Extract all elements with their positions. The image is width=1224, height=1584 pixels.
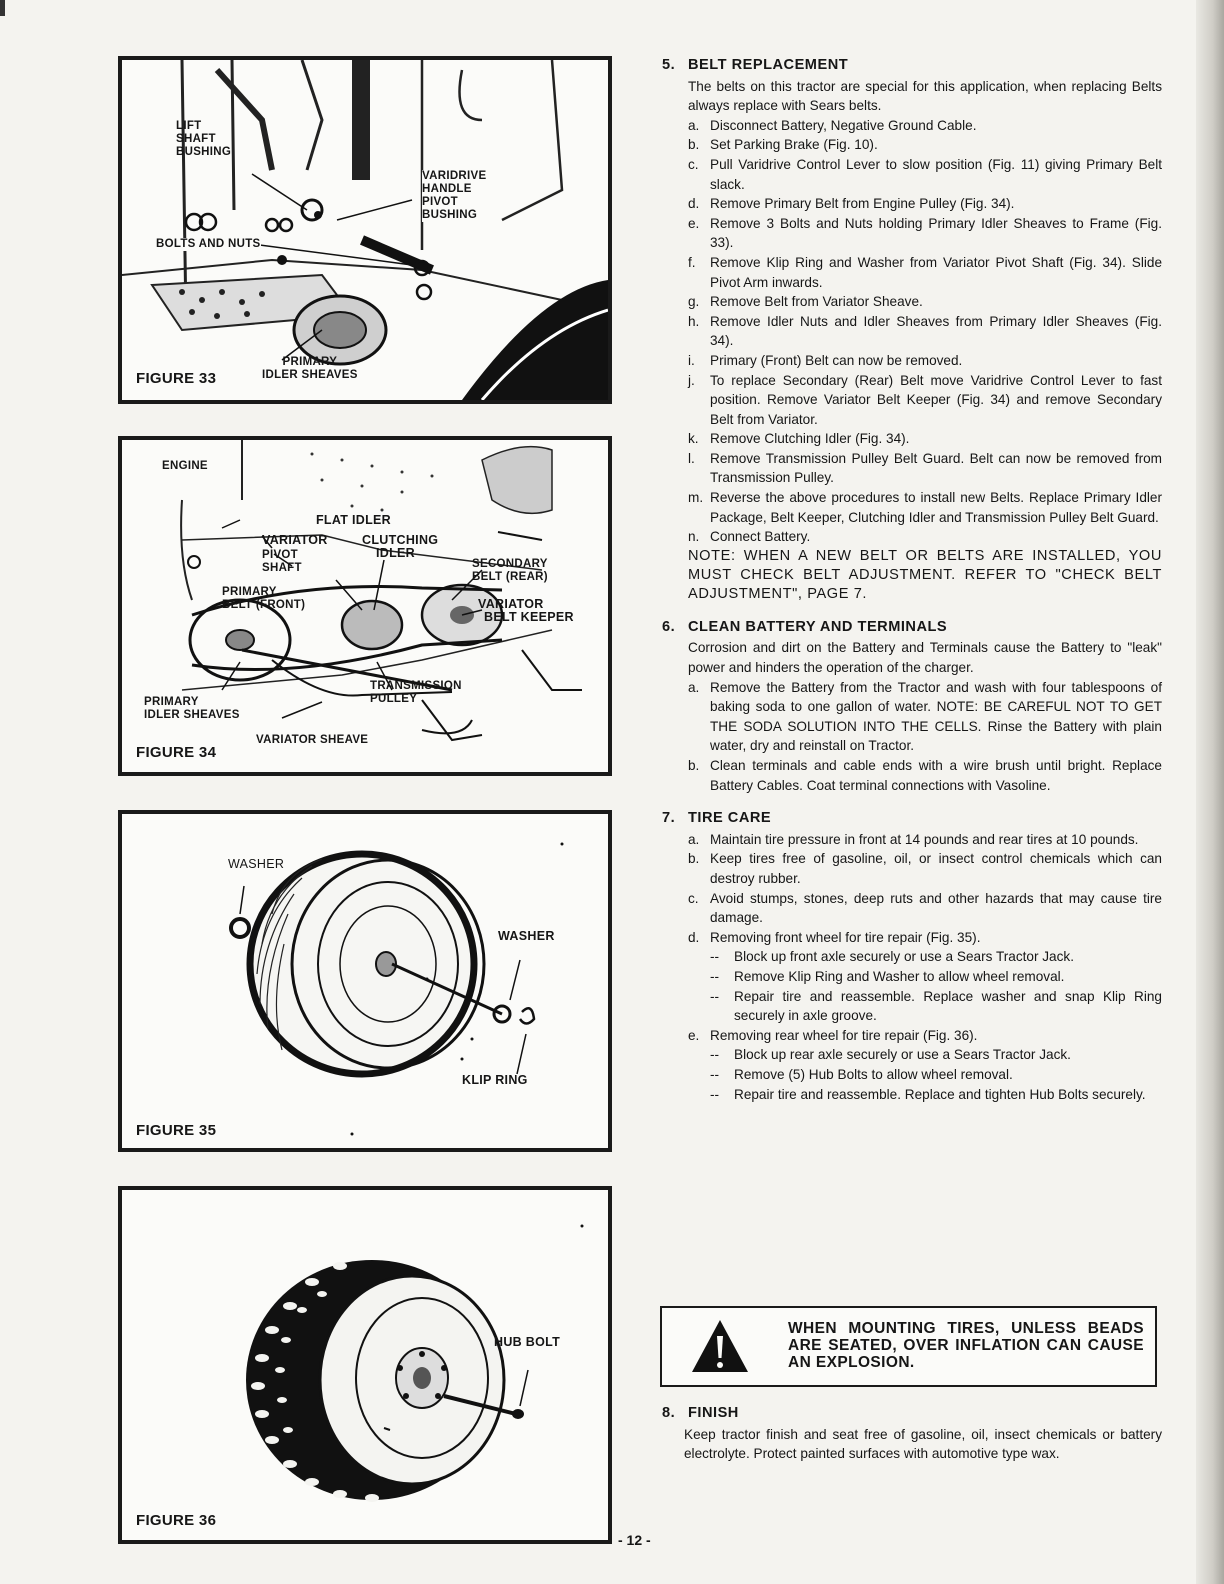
list-item: d. Remove Primary Belt from Engine Pulley (Fig. 34). [688,196,1015,212]
label-primary-belt-front: PRIMARY BELT (FRONT) [222,586,306,611]
list-item: n. Connect Battery. [688,529,811,545]
label-pivot-shaft: PIVOT SHAFT [262,549,302,574]
list-item: j. To replace Secondary (Rear) Belt move Varidrive Control Lever to fast position. Remove Variator Belt Keeper (Fig. 34) and remove Secondary Belt from Variator. [688,372,1162,427]
warning-box [660,1306,1157,1387]
label-variator-belt-keeper: VARIATOR BELT KEEPER [478,597,574,624]
section-intro: Corrosion and dirt on the Battery and Terminals cause the Battery to "leak" power and hinders the operation of the charger. [688,640,1162,676]
page-edge-shadow [1196,0,1224,1584]
label-variator-sheave: VARIATOR SHEAVE [256,734,369,746]
figure-33 [118,56,612,404]
page-number: - 12 - [618,1532,651,1548]
page-edge-mark [0,0,5,16]
section-heading: 6. CLEAN BATTERY AND TERMINALS [662,618,948,635]
list-item: b. Set Parking Brake (Fig. 10). [688,137,878,153]
label-washer-right: WASHER [498,929,555,943]
figure-34-caption: FIGURE 34 [136,744,217,761]
list-item: g. Remove Belt from Variator Sheave. [688,294,923,310]
label-variator: VARIATOR [262,533,328,547]
section-heading: 8. FINISH [662,1405,739,1421]
list-item: d. Removing front wheel for tire repair (Fig. 35). [688,929,981,945]
finish-text: Keep tractor finish and seat free of gasoline, oil, insect chemicals or battery electrolyte. Protect painted surfaces with automotive type wax. [684,1426,1162,1462]
figure-35-caption: FIGURE 35 [136,1122,217,1139]
section-tire-care [662,809,1162,1104]
list-item: c. Pull Varidrive Control Lever to slow position (Fig. 11) giving Primary Belt slack. [688,156,1162,192]
figure-34 [118,436,612,776]
section-belt-replacement [662,56,1162,604]
belt-adjustment-note: NOTE: WHEN A NEW BELT OR BELTS ARE INSTALLED, YOU MUST CHECK BELT ADJUSTMENT. REFER TO "CHECK BELT ADJUSTMENT", PAGE 7. [688,547,1162,602]
list-item: m. Reverse the above procedures to install new Belts. Replace Primary Idler Package, Belt Keeper, Clutching Idler and Transmission Pulley Belt Guard. [688,490,1162,525]
figure-35-illustration [122,814,608,1148]
section-intro: The belts on this tractor are special for this application, when replacing Belts always replace with Sears belts. [688,78,1162,114]
label-engine: ENGINE [162,460,208,472]
figure-36 [118,1186,612,1544]
section-finish [662,1404,1162,1464]
label-clutching-idler: CLUTCHING IDLER [362,533,439,560]
sub-item: -- Repair tire and reassemble. Replace and tighten Hub Bolts securely. [710,1086,1146,1102]
list-item: b. Keep tires free of gasoline, oil, or insect control chemicals which can destroy rubber. [688,851,1162,886]
sub-item: -- Repair tire and reassemble. Replace washer and snap Klip Ring securely in axle groove. [710,988,1162,1024]
list-item: i. Primary (Front) Belt can now be removed. [688,352,963,368]
section-heading: 5. BELT REPLACEMENT [662,57,849,73]
figure-33-caption: FIGURE 33 [136,370,217,387]
warning-triangle-icon [690,1318,750,1374]
figure-33-illustration [122,60,608,400]
label-klip-ring: KLIP RING [462,1073,528,1087]
label-varidrive-handle-pivot-bushing: VARIDRIVE HANDLE PIVOT BUSHING [422,170,487,221]
section-clean-battery [662,618,1162,795]
list-item: k. Remove Clutching Idler (Fig. 34). [688,431,910,447]
warning-text: WHEN MOUNTING TIRES, UNLESS BEADS ARE SEATED, OVER INFLATION CAN CAUSE AN EXPLOSION. [788,1320,1144,1371]
figure-35 [118,810,612,1152]
sub-item: -- Remove (5) Hub Bolts to allow wheel removal. [710,1066,1013,1082]
list-item: a. Disconnect Battery, Negative Ground Cable. [688,117,977,133]
list-item: f. Remove Klip Ring and Washer from Variator Pivot Shaft (Fig. 34). Slide Pivot Arm inwards. [688,254,1162,290]
list-item: b. Clean terminals and cable ends with a wire brush until bright. Replace Battery Cables. Coat terminal connections with Vasoline. [688,758,1162,793]
label-flat-idler: FLAT IDLER [316,513,391,527]
sub-item: -- Remove Klip Ring and Washer to allow wheel removal. [710,968,1065,984]
label-hub-bolt: HUB BOLT [494,1335,561,1349]
list-item: a. Remove the Battery from the Tractor and wash with four tablespoons of baking soda to one gallon of water. NOTE: BE CAREFUL NOT TO GET THE SODA SOLUTION INTO THE CELLS. Rinse the Battery with plain water, dry and reinstall on Tractor. [688,679,1162,754]
label-bolts-and-nuts: BOLTS AND NUTS [156,238,261,250]
sub-item: -- Block up front axle securely or use a Sears Tractor Jack. [710,949,1074,965]
sub-item: -- Block up rear axle securely or use a Sears Tractor Jack. [710,1047,1071,1063]
label-transmission-pulley: TRANSMISSION PULLEY [370,680,462,705]
label-secondary-belt-rear: SECONDARY BELT (REAR) [472,558,548,583]
label-primary-idler-sheaves: PRIMARY IDLER SHEAVES [262,356,358,381]
list-item: e. Remove 3 Bolts and Nuts holding Primary Idler Sheaves to Frame (Fig. 33). [688,215,1162,251]
figure-36-caption: FIGURE 36 [136,1512,217,1529]
label-lift-shaft-bushing: LIFT SHAFT BUSHING [176,120,232,158]
list-item: l. Remove Transmission Pulley Belt Guard. Belt can now be removed from Transmission Pulley. [688,450,1162,486]
section-heading: 7. TIRE CARE [662,810,772,827]
list-item: a. Maintain tire pressure in front at 14 pounds and rear tires at 10 pounds. [688,831,1139,847]
list-item: c. Avoid stumps, stones, deep ruts and other hazards that may cause tire damage. [688,890,1162,926]
label-washer-left: WASHER [228,857,285,871]
list-item: h. Remove Idler Nuts and Idler Sheaves from Primary Idler Sheaves (Fig. 34). [688,313,1162,349]
figure-36-illustration [122,1190,608,1540]
label-primary-idler-sheaves-34: PRIMARY IDLER SHEAVES [144,696,240,721]
list-item: e. Removing rear wheel for tire repair (Fig. 36). [688,1027,978,1043]
instructions-column [662,56,1162,1118]
